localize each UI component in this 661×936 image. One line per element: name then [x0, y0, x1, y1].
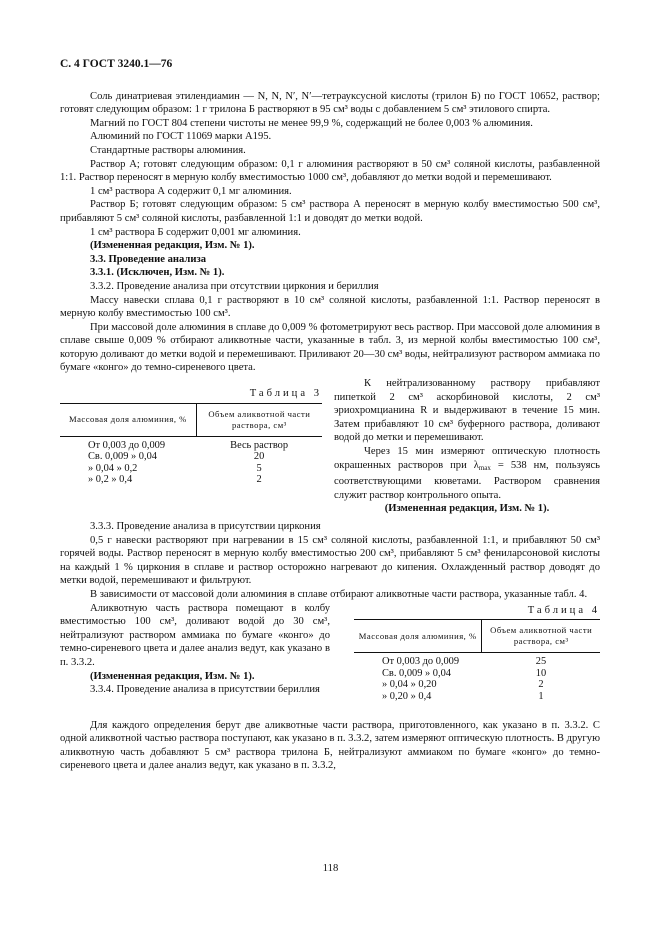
paragraph: Для каждого определения берут две аликвотные части раствора, приготовленного, как указано в п. 3.3.2. С одной аликвотной частью раствора поступают, как указано в п. 3.3.2, затем измеряют оптическую плотность. В другую аликвотную часть добавляют 5 см³ раствора трилона Б, нейтрализуют аммиаком по бумаге «конго» до темно-сиреневого цвета и далее анализ ведут, как указано в п. 3.3.2,	[60, 719, 600, 772]
text: Через 15 мин измеряют оптическую плотность окрашенных растворов при λ	[334, 446, 600, 471]
table-row	[354, 691, 600, 703]
table-cell: » 0,04 » 0,2	[88, 462, 138, 474]
right-column	[334, 377, 600, 516]
table-cell: 2	[538, 679, 544, 691]
table4-row	[60, 602, 600, 703]
text: = 538 нм, пользуясь соответствующими кюветами. Раствором сравнения служит раствор контрольного опыта.	[334, 459, 600, 501]
paragraph: 1 см³ раствора А содержит 0,1 мг алюминия.	[90, 185, 292, 197]
table-row	[354, 668, 600, 680]
table-cell: 2	[256, 474, 262, 486]
subscript: max	[478, 463, 491, 472]
table-cell: » 0,2 » 0,4	[88, 474, 133, 486]
subsection-heading: 3.3.2. Проведение анализа при отсутствии циркония и бериллия	[90, 280, 379, 292]
paragraph: 0,5 г навески растворяют при нагревании в 15 см³ соляной кислоты, разбавленной 1:1, и прибавляют 50 см³ горячей воды. Раствор переносят в мерную колбу вместимостью 200 см³, прибавляют 5 см³ фениларсоновой кислоты на каждый 1 % циркония в сплаве и раствор осторожно нагревают до кипения. Охлажденный раствор доводят до метки водой, перемешивают и фильтруют.	[60, 534, 600, 587]
table-row	[354, 679, 600, 691]
page-number: 118	[322, 863, 339, 874]
table-3	[60, 387, 322, 516]
document-page	[60, 58, 600, 773]
revision-note: (Измененная редакция, Изм. № 1).	[90, 670, 255, 682]
table-cell: 1	[538, 690, 544, 702]
table-cell: 20	[253, 451, 265, 463]
paragraph: К нейтрализованному раствору прибавляют пипеткой 2 см³ аскорбиновой кислоты, 2 см³ эриохромцианина R и выдерживают в течение 15 мин. Затем прибавляют 10 см³ буферного раствора, доливают водой до метки и перемешивают.	[334, 378, 600, 444]
revision-note: (Измененная редакция, Изм. № 1).	[90, 240, 255, 252]
table-cell: 5	[256, 462, 262, 474]
table-cell: Св. 0,009 » 0,04	[382, 667, 451, 679]
table-header: Массовая доля алюминия, %	[60, 403, 196, 436]
paragraph	[334, 445, 600, 502]
table-cell: От 0,003 до 0,009	[382, 656, 460, 668]
table-cell: От 0,003 до 0,009	[88, 439, 166, 451]
table-4	[354, 604, 600, 703]
table-header: Объем аликвотной части раствора, см³	[482, 620, 600, 653]
table-row	[60, 474, 322, 486]
table-row	[354, 653, 600, 668]
paragraph: Массу навески сплава 0,1 г растворяют в 10 см³ соляной кислоты, разбавленной 1:1. Раствор переносят в мерную колбу вместимостью 100 см³.	[60, 294, 600, 320]
paragraph: При массовой доле алюминия в сплаве до 0,009 % фотометрируют весь раствор. При массовой доле алюминия в сплаве свыше 0,009 % отбирают аликвотные части, указанные в табл. 3, из мерной колбы вместимостью 100 см³, которую доливают до метки водой и перемешивают. Приливают 20—30 см³ воды, нейтрализуют раствором аммиака по бумаге «конго» до темно-сиреневого цвета.	[60, 321, 600, 374]
subsection-heading: 3.3.1. (Исключен, Изм. № 1).	[90, 267, 225, 279]
table-cell: 25	[535, 656, 547, 668]
paragraph: 1 см³ раствора Б содержит 0,001 мг алюминия.	[90, 226, 301, 238]
table-header: Массовая доля алюминия, %	[354, 620, 482, 653]
table-cell: 10	[535, 667, 547, 679]
table	[354, 619, 600, 702]
paragraph: Раствор Б; готовят следующим образом: 5 см³ раствора А переносят в мерную колбу вместимостью 500 см³, прибавляют 5 см³ соляной кислоты, разбавленной 1:1 и доводят до метки водой.	[60, 199, 600, 224]
paragraph: Магний по ГОСТ 804 степени чистоты не менее 99,9 %, содержащий не более 0,003 % алюминия.	[90, 117, 533, 129]
paragraph: В зависимости от массовой доли алюминия в сплаве отбирают аликвотные части раствора, указанные табл. 4.	[90, 588, 588, 600]
table-row	[60, 463, 322, 475]
table-cell: » 0,04 » 0,20	[382, 679, 437, 691]
paragraph: Аликвотную часть раствора помещают в колбу вместимостью 100 см³, доливают водой до 30 см³, нейтрализуют раствором аммиака по бумаге «конго» до темно-сиреневого цвета и далее анализ ведут, как указано в п. 3.3.2.	[60, 602, 330, 668]
table-cell: Св. 0,009 » 0,04	[88, 451, 157, 463]
paragraph: Раствор А; готовят следующим образом: 0,1 г алюминия растворяют в 50 см³ соляной кислоты, разбавленной 1:1. Раствор переносят в мерную колбу вместимостью 1000 см³, добавляют до метки водой и перемешивают.	[60, 158, 600, 184]
left-column	[60, 602, 330, 703]
subsection-heading: 3.3.4. Проведение анализа в присутствии бериллия	[90, 684, 320, 696]
paragraph: Алюминий по ГОСТ 11069 марки А195.	[90, 131, 272, 143]
table-row	[60, 436, 322, 451]
paragraph: Соль динатриевая этилендиамин — N, N, N′, N′—тетрауксусной кислоты (трилон Б) по ГОСТ 10652, раствор; готовят следующим образом: 1 г трилона Б растворяют в 95 см³ воды с добавлением 5 см³ этилового спирта.	[60, 90, 600, 116]
table-row	[60, 451, 322, 463]
revision-note: (Измененная редакция, Изм. № 1).	[384, 503, 550, 515]
subsection-heading: 3.3.3. Проведение анализа в присутствии циркония	[90, 521, 321, 532]
paragraph: Стандартные растворы алюминия.	[90, 144, 246, 156]
section-heading: 3.3. Проведение анализа	[90, 253, 206, 265]
table-header: Объем аликвотной части раствора, см³	[196, 403, 322, 436]
table3-row	[60, 377, 600, 516]
page-header: С. 4 ГОСТ 3240.1—76	[60, 58, 173, 70]
table-caption: Таблица 3	[249, 388, 322, 400]
table	[60, 403, 322, 486]
table-cell: Весь раствор	[230, 439, 289, 451]
table-caption: Таблица 4	[527, 604, 600, 616]
table-cell: » 0,20 » 0,4	[382, 690, 432, 702]
